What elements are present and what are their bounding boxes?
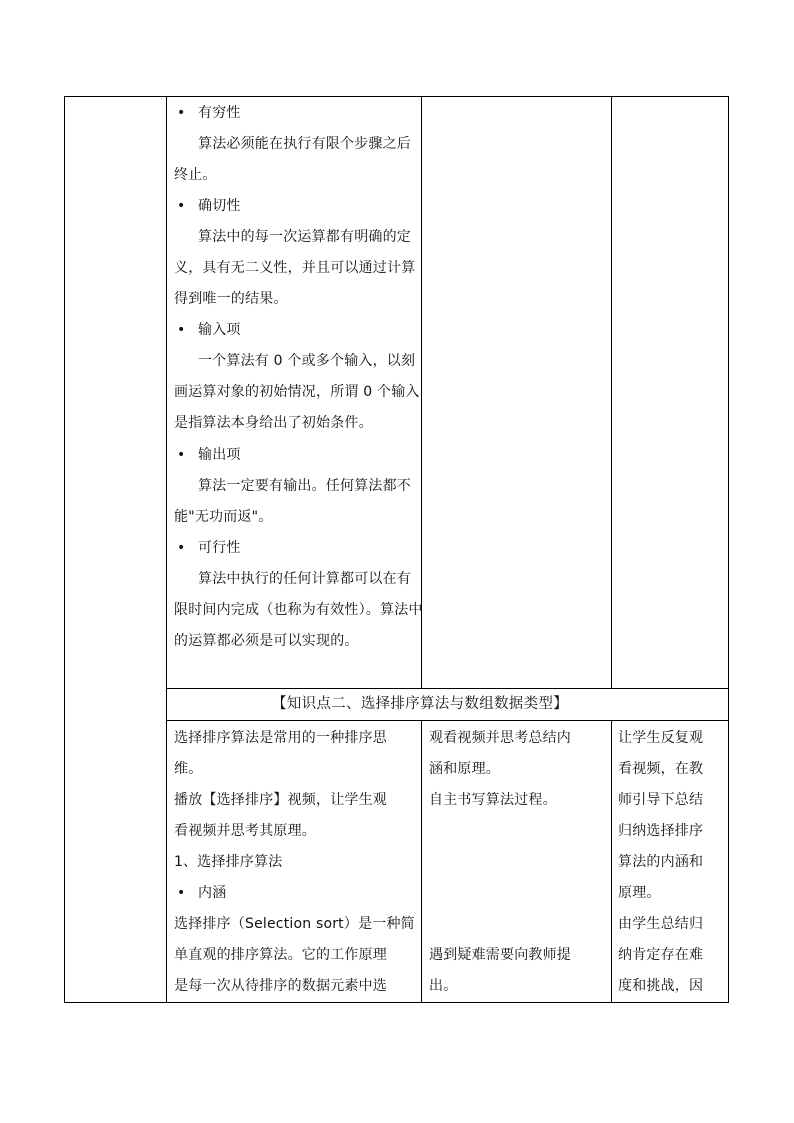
text-line: 归纳选择排序 <box>618 823 704 839</box>
text-line: 遇到疑难需要向教师提 <box>429 947 571 963</box>
bullet-marker: • <box>177 540 186 556</box>
table-border-top <box>64 96 729 97</box>
heading-definiteness: 确切性 <box>198 198 241 214</box>
text-line: 播放【选择排序】视频，让学生观 <box>174 792 387 808</box>
text-line: 算法中执行的任何计算都可以在有 <box>198 571 411 587</box>
text-line: 自主书写算法过程。 <box>429 792 557 808</box>
text-line: 算法中的每一次运算都有明确的定 <box>198 229 411 245</box>
text-line: 涵和原理。 <box>429 761 500 777</box>
heading-connotation: 内涵 <box>198 885 227 901</box>
text-line: 的运算都必须是可以实现的。 <box>174 633 359 649</box>
text-line: 观看视频并思考总结内 <box>429 730 571 746</box>
text-line: 是指算法本身给出了初始条件。 <box>174 415 373 431</box>
section-heading: 【知识点二、选择排序算法与数组数据类型】 <box>272 696 568 712</box>
text-line: 度和挑战，因 <box>618 978 704 994</box>
heading-feasibility: 可行性 <box>198 540 241 556</box>
row-divider-heading-bottom <box>166 720 729 721</box>
heading-input: 输入项 <box>198 322 241 338</box>
text-line: 师引导下总结 <box>618 792 704 808</box>
text-line: 原理。 <box>618 885 661 901</box>
text-line: 看视频并思考其原理。 <box>174 823 316 839</box>
text-line: 由学生总结归 <box>618 916 704 932</box>
column-divider-3-upper <box>611 96 612 688</box>
text-line: 看视频，在教 <box>618 761 704 777</box>
text-line: 义，具有无二义性，并且可以通过计算 <box>174 260 416 276</box>
bullet-marker: • <box>177 198 186 214</box>
text-line: 是每一次从待排序的数据元素中选 <box>174 978 387 994</box>
text-line: 选择排序算法是常用的一种排序思 <box>174 730 387 746</box>
bullet-marker: • <box>177 885 186 901</box>
text-line: 维。 <box>174 761 203 777</box>
text-line: 出。 <box>429 978 458 994</box>
text-line: 得到唯一的结果。 <box>174 291 288 307</box>
text-line: 算法的内涵和 <box>618 854 704 870</box>
text-line: 算法一定要有输出。任何算法都不 <box>198 478 411 494</box>
bullet-marker: • <box>177 322 186 338</box>
text-line: 限时间内完成（也称为有效性）。算法中 <box>174 602 423 618</box>
text-line: 纳肯定存在难 <box>618 947 704 963</box>
text-line: 一个算法有 0 个或多个输入，以刻 <box>198 353 416 369</box>
column-divider-1 <box>166 96 167 1003</box>
table-border-bottom <box>64 1002 729 1003</box>
text-line: 1、选择排序算法 <box>174 854 283 870</box>
row-divider-heading-top <box>166 688 729 689</box>
text-line: 算法必须能在执行有限个步骤之后 <box>198 136 411 152</box>
text-line: 选择排序（Selection sort）是一种简 <box>174 916 415 932</box>
text-line: 能"无功而返"。 <box>174 509 273 525</box>
text-line: 终止。 <box>174 167 217 183</box>
table-border-right <box>728 96 729 1003</box>
column-divider-3-lower <box>611 720 612 1003</box>
table-border-left <box>64 96 65 1003</box>
bullet-marker: • <box>177 105 186 121</box>
heading-finiteness: 有穷性 <box>198 105 241 121</box>
text-line: 单直观的排序算法。它的工作原理 <box>174 947 387 963</box>
text-line: 让学生反复观 <box>618 730 704 746</box>
heading-output: 输出项 <box>198 447 241 463</box>
column-divider-2-lower <box>421 720 422 1003</box>
bullet-marker: • <box>177 447 186 463</box>
text-line: 画运算对象的初始情况，所谓 0 个输入 <box>174 384 420 400</box>
